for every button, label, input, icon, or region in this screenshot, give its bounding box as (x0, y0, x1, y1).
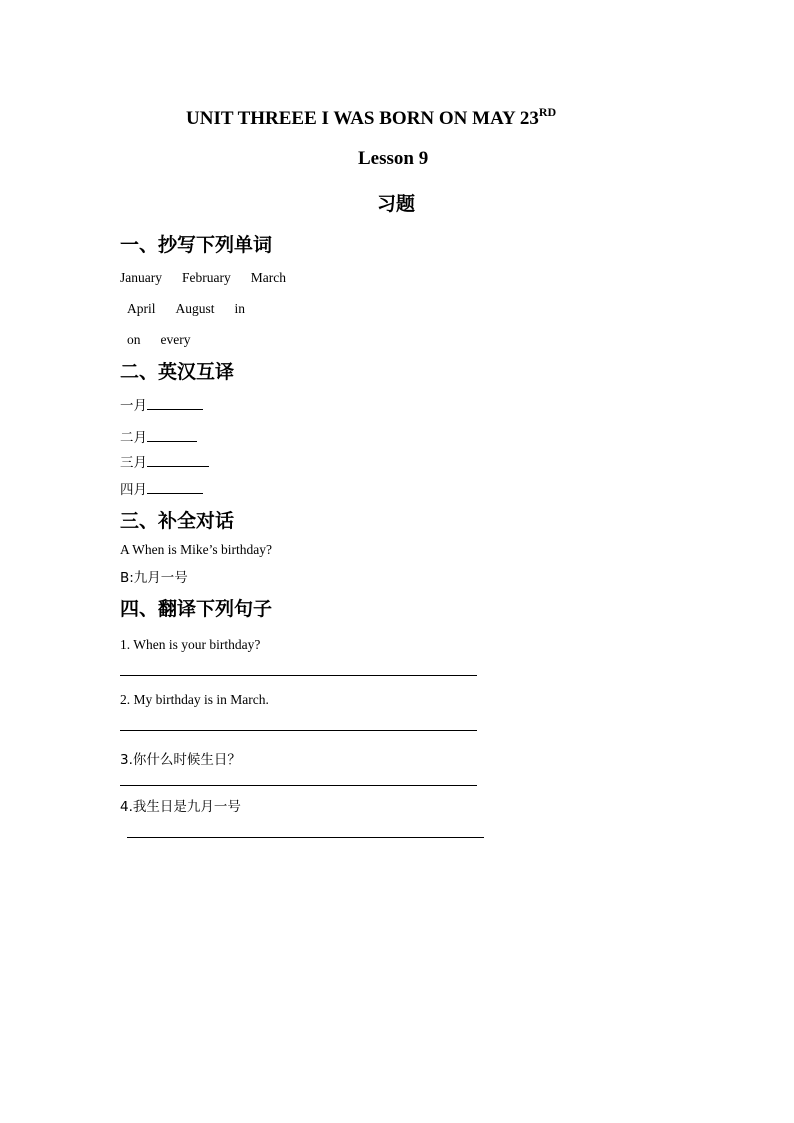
dialogue-line-a: A When is Mike’s birthday? (120, 542, 272, 557)
section-heading-2: 二、英汉互译 (120, 361, 235, 383)
dialogue-line-b: B:九月一号 (120, 570, 188, 586)
word-item: February (181, 270, 231, 285)
answer-line[interactable] (127, 837, 484, 838)
word-item: on (127, 332, 141, 347)
translation-item-1: 一月 (120, 394, 203, 414)
word-item: every (160, 332, 191, 347)
lesson-title: Lesson 9 (358, 148, 429, 169)
section-heading-4: 四、翻译下列句子 (120, 598, 273, 620)
word-item: April (127, 301, 156, 316)
answer-line[interactable] (120, 675, 477, 676)
page-title: UNIT THREEE I WAS BORN ON MAY 23RD (186, 105, 557, 129)
sentence-1: 1. When is your birthday? (120, 637, 261, 652)
word-item: August (175, 301, 215, 316)
word-row-2 (127, 301, 265, 317)
answer-blank[interactable] (147, 481, 203, 494)
exercise-title: 习题 (377, 193, 416, 215)
translation-item-4: 四月 (120, 478, 203, 498)
translation-item-3: 三月 (120, 451, 209, 471)
word-row-3 (127, 332, 210, 348)
word-row-1 (120, 270, 306, 286)
word-item: March (250, 270, 286, 285)
word-item: in (234, 301, 246, 316)
answer-line[interactable] (120, 785, 477, 786)
word-item: January (120, 270, 162, 285)
sentence-2: 2. My birthday is in March. (120, 692, 269, 707)
translation-item-2: 二月 (120, 426, 197, 446)
section-heading-1: 一、抄写下列单词 (120, 234, 273, 256)
answer-blank[interactable] (147, 397, 203, 410)
section-heading-3: 三、补全对话 (120, 510, 235, 532)
sentence-4: 4.我生日是九月一号 (120, 799, 241, 815)
sentence-3: 3.你什么时候生日？ (120, 752, 241, 768)
answer-blank[interactable] (147, 429, 197, 442)
answer-blank[interactable] (147, 454, 209, 467)
answer-line[interactable] (120, 730, 477, 731)
